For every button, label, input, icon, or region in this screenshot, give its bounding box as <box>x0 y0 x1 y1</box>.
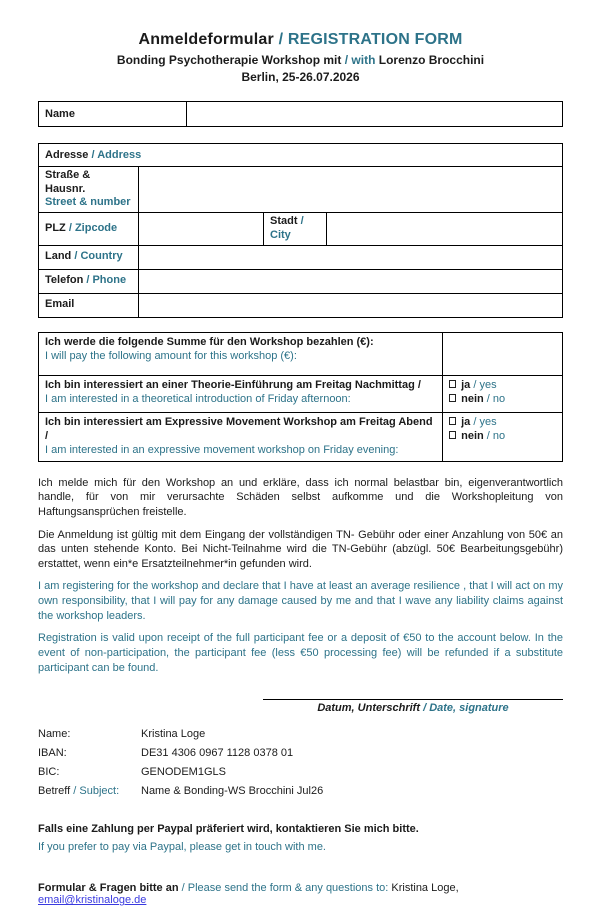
movement-yes-option[interactable] <box>449 415 556 429</box>
bank-bic-row <box>38 762 563 781</box>
yes-label-en: / yes <box>473 415 497 428</box>
signature-block <box>263 699 563 714</box>
theory-yes-option[interactable] <box>449 378 556 392</box>
bank-iban-label: IBAN: <box>38 746 67 759</box>
yes-label-en: / yes <box>473 378 497 391</box>
no-label-de: nein <box>461 393 487 406</box>
zip-label-en: / Zipcode <box>68 222 118 235</box>
signature-caption-en: / Date, signature <box>423 702 509 715</box>
table-row <box>39 412 563 461</box>
footer-de: Formular & Fragen bitte an <box>38 882 182 895</box>
street-input[interactable] <box>139 166 563 212</box>
checkbox-icon[interactable] <box>449 417 456 425</box>
table-row <box>39 101 563 126</box>
declaration-de-2: Die Anmeldung ist gültig mit dem Eingang der vollständigen TN- Gebühr oder einer Anzahlung von 50€ an das unten stehende Konto. Bei Nicht-Teilnahme wird die TN-Gebühr (abzügl. 50€ Bearbeitungsgebühr) erstattet, wenn ein*e Ersatzteilnehmer*in gefunden wird. <box>38 528 563 570</box>
declaration-de-1: Ich melde mich für den Workshop an und erkläre, dass ich normal belastbar bin, eigenverantwortlich handle, für von mir verursachte Schäden selbst aufkomme und die Workshopleitung von Haftungsansprüchen freistelle. <box>38 476 563 518</box>
signature-caption <box>263 702 563 714</box>
table-row <box>39 213 563 246</box>
theory-question-en: I am interested in a theoretical introduction of Friday afternoon: <box>45 393 351 406</box>
declaration-en-2: Registration is valid upon receipt of the full participant fee or a deposit of €50 to the account below. In the event of non-participation, the participant fee (less €50 processing fee) will be refunded if a substitute participant can be found. <box>38 632 563 674</box>
phone-label-en: / Phone <box>86 274 127 287</box>
contact-email-link[interactable]: email@kristinaloge.de <box>38 894 147 906</box>
amount-question <box>39 332 443 375</box>
name-table <box>38 101 563 127</box>
address-table <box>38 143 563 318</box>
country-label-de: Land <box>45 250 75 263</box>
bank-subject-label <box>38 785 141 797</box>
bank-bic-label: BIC: <box>38 765 60 778</box>
bank-details <box>38 724 563 800</box>
city-input[interactable] <box>327 213 563 246</box>
movement-answers <box>443 412 563 461</box>
country-input[interactable] <box>139 245 563 269</box>
country-label-en: / Country <box>74 250 123 263</box>
event-location-date: Berlin, 25-26.07.2026 <box>241 70 360 85</box>
bank-iban-value: DE31 4306 0967 1128 0378 01 <box>141 746 294 759</box>
city-label-en: / City <box>270 215 304 241</box>
questions-table <box>38 332 563 462</box>
table-row <box>39 245 563 269</box>
paypal-note <box>38 820 563 856</box>
bank-iban-row <box>38 743 563 762</box>
email-label: Email <box>39 293 139 317</box>
no-label-de: nein <box>461 430 487 443</box>
bank-name-value: Kristina Loge <box>141 727 206 740</box>
table-row <box>39 375 563 412</box>
title-english: / REGISTRATION FORM <box>278 31 463 48</box>
email-input[interactable] <box>139 293 563 317</box>
table-row <box>39 332 563 375</box>
checkbox-icon[interactable] <box>449 431 456 439</box>
name-input[interactable] <box>187 101 563 126</box>
table-row <box>39 166 563 212</box>
declaration-en-1: I am registering for the workshop and declare that I have at least an average resilience , that I will act on my own responsibility, that I will pay for any damage caused by me and that I wave any liability claims against the workshop leaders. <box>38 580 563 622</box>
country-label <box>39 245 139 269</box>
amount-question-de: Ich werde die folgende Summe für den Workshop bezahlen (€): <box>45 335 374 348</box>
workshop-subtitle <box>38 53 563 69</box>
footer-contact-name: Kristina Loge, <box>391 882 459 895</box>
movement-question-en: I am interested in an expressive movement workshop on Friday evening: <box>45 444 399 457</box>
no-label-en: / no <box>486 393 506 406</box>
street-label-de: Straße & Hausnr. <box>45 168 91 195</box>
phone-input[interactable] <box>139 269 563 293</box>
amount-question-en: I will pay the following amount for this workshop (€): <box>45 350 297 363</box>
declaration-section <box>38 476 563 676</box>
bank-subject-label-de: Betreff <box>38 784 74 797</box>
street-label <box>39 166 139 212</box>
theory-answers <box>443 375 563 412</box>
zip-label-de: PLZ <box>45 222 69 235</box>
theory-question <box>39 375 443 412</box>
bank-subject-label-en: / Subject: <box>73 784 120 797</box>
city-label-de: Stadt <box>270 215 301 228</box>
street-label-en: Street & number <box>45 196 131 209</box>
bank-subject-value: Name & Bonding-WS Brocchini Jul26 <box>141 784 324 797</box>
zip-label <box>39 213 139 246</box>
subtitle-english: / with <box>344 52 379 67</box>
phone-label-de: Telefon <box>45 274 87 287</box>
phone-label <box>39 269 139 293</box>
movement-question-de: Ich bin interessiert am Expressive Movement Workshop am Freitag Abend / <box>45 415 433 443</box>
name-label: Name <box>39 101 187 126</box>
title-german: Anmeldeformular <box>138 31 279 48</box>
amount-input[interactable] <box>443 332 563 375</box>
page-title <box>38 30 563 51</box>
bank-name-label: Name: <box>38 727 71 740</box>
contact-footer <box>38 882 563 906</box>
signature-caption-de: Datum, Unterschrift <box>317 702 424 715</box>
bank-subject-row <box>38 781 563 800</box>
address-header-en: / Address <box>91 148 142 161</box>
paypal-note-en: If you prefer to pay via Paypal, please get in touch with me. <box>38 841 326 854</box>
table-row <box>39 269 563 293</box>
yes-label-de: ja <box>461 415 474 428</box>
form-header <box>38 30 563 86</box>
table-row <box>39 143 563 166</box>
paypal-note-de: Falls eine Zahlung per Paypal präferiert wird, kontaktieren Sie mich bitte. <box>38 823 419 836</box>
address-header <box>39 143 563 166</box>
bank-bic-value: GENODEM1GLS <box>141 765 226 778</box>
bank-name-row <box>38 724 563 743</box>
yes-label-de: ja <box>461 378 474 391</box>
checkbox-icon[interactable] <box>449 394 456 402</box>
presenter-name: Lorenzo Brocchini <box>378 52 485 67</box>
subtitle-german: Bonding Psychotherapie Workshop mit <box>116 52 345 67</box>
no-label-en: / no <box>486 430 506 443</box>
table-row <box>39 293 563 317</box>
checkbox-icon[interactable] <box>449 380 456 388</box>
theory-question-de: Ich bin interessiert an einer Theorie-Einführung am Freitag Nachmittag / <box>45 378 421 391</box>
movement-no-option[interactable] <box>449 429 556 443</box>
theory-no-option[interactable] <box>449 392 556 406</box>
zip-input[interactable] <box>139 213 264 246</box>
footer-en: / Please send the form & any questions to: <box>181 882 392 895</box>
address-header-de: Adresse <box>45 148 92 161</box>
movement-question <box>39 412 443 461</box>
city-label <box>264 213 327 246</box>
